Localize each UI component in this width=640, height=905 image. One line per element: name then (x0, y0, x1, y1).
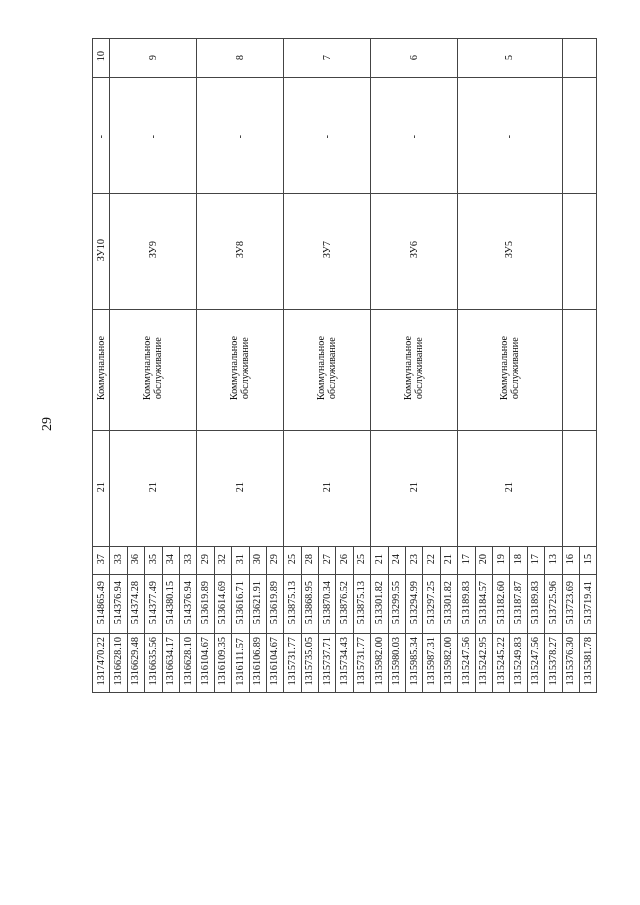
page-number: 29 (40, 417, 55, 431)
cell-y: 1315734.43 (339, 637, 351, 686)
table-cell (423, 547, 440, 575)
cell-use: Коммунальное обслуживание (403, 336, 426, 401)
table-cell (319, 547, 336, 575)
cell-y: 1315731.77 (286, 637, 298, 686)
cell-y: 1316628.10 (112, 637, 124, 686)
cell-point: 33 (182, 553, 194, 565)
cell-x: 513868.95 (304, 580, 316, 625)
table-cell (423, 575, 440, 634)
table-cell (458, 431, 562, 547)
cell-x: 514865.49 (95, 580, 107, 625)
cell-dash: - (408, 134, 420, 138)
table-cell (232, 575, 249, 634)
table-cell (145, 575, 162, 634)
cell-x: 514377.49 (147, 580, 159, 625)
cell-point: 16 (565, 553, 577, 565)
cell-parcel: ЗУ8 (234, 241, 246, 259)
table-band-x (93, 575, 597, 634)
table-cell (93, 78, 110, 194)
cell-point: 27 (321, 553, 333, 565)
table-cell (110, 575, 127, 634)
cell-dash: - (147, 134, 159, 138)
cell-y: 1316109.35 (217, 637, 229, 686)
table-cell (179, 547, 196, 575)
cell-x: 513621.91 (252, 580, 264, 625)
table-cell (510, 634, 527, 693)
cell-point: 23 (408, 553, 420, 565)
table-band-point (93, 547, 597, 575)
table-cell (458, 310, 562, 431)
cell-use: Коммунальное обслуживание (498, 336, 521, 401)
cell-parcel: ЗУ9 (147, 241, 159, 259)
table-cell (579, 575, 596, 634)
table-cell (458, 547, 475, 575)
table-cell (93, 431, 110, 547)
cell-point: 29 (269, 553, 281, 565)
table-cell (510, 575, 527, 634)
cell-point: 34 (165, 553, 177, 565)
cell-x: 513187.87 (512, 580, 524, 625)
table-cell (545, 547, 562, 575)
cell-x: 514376.94 (112, 580, 124, 625)
table-cell (127, 634, 144, 693)
table-cell (458, 575, 475, 634)
table-cell (492, 634, 509, 693)
cell-parcel: ЗУ6 (408, 241, 420, 259)
cell-dash: - (321, 134, 333, 138)
cell-y: 1316104.67 (269, 637, 281, 686)
cell-point: 32 (217, 553, 229, 565)
cell-point: 37 (95, 553, 107, 565)
cell-point: 25 (356, 553, 368, 565)
table-cell (371, 575, 388, 634)
cell-point: 29 (199, 553, 211, 565)
table-cell (527, 547, 544, 575)
table-cell-empty (562, 194, 597, 310)
cell-code: 21 (147, 481, 159, 493)
table-cell (336, 547, 353, 575)
cell-y: 1317470.22 (95, 637, 107, 686)
cell-y: 1315245.22 (495, 637, 507, 686)
table-cell (475, 634, 492, 693)
cell-point: 22 (426, 553, 437, 565)
table-cell (579, 547, 596, 575)
cell-x: 513876.52 (339, 580, 351, 625)
table-cell (301, 575, 318, 634)
cell-point: 25 (286, 553, 298, 565)
table-cell (579, 634, 596, 693)
cell-y: 1315735.05 (304, 637, 316, 686)
table-cell (249, 575, 266, 634)
cell-x: 513301.82 (443, 580, 455, 625)
cell-x: 513297.25 (426, 580, 437, 625)
table-cell (249, 634, 266, 693)
cell-y: 1315982.00 (373, 637, 385, 686)
table-cell (110, 431, 197, 547)
cell-y: 1315247.56 (460, 637, 472, 686)
table-cell (284, 194, 371, 310)
cell-point: 17 (460, 553, 472, 565)
table-cell (145, 547, 162, 575)
cell-y: 1316629.48 (130, 637, 142, 686)
cell-point: 33 (112, 553, 124, 565)
table-band-code (93, 431, 597, 547)
table-cell (197, 78, 284, 194)
table-cell (545, 575, 562, 634)
table-cell (145, 634, 162, 693)
cell-use: Коммунальное обслуживание (142, 336, 165, 401)
cell-x: 513189.83 (460, 580, 472, 625)
table-band-use (93, 310, 597, 431)
cell-y: 1315731.77 (356, 637, 368, 686)
table-cell (197, 547, 214, 575)
cell-x: 513719.41 (582, 580, 594, 625)
table-cell (93, 39, 110, 78)
table-cell (232, 634, 249, 693)
cell-point: 13 (547, 553, 559, 565)
cell-x: 513182.60 (495, 580, 507, 625)
cell-y: 1315249.83 (512, 637, 524, 686)
cell-x: 513725.96 (547, 580, 559, 625)
table-cell (475, 575, 492, 634)
table-cell (458, 78, 562, 194)
cell-parcel: ЗУ7 (321, 241, 333, 259)
cell-use: Коммунальное (95, 336, 107, 401)
cell-code: 21 (234, 481, 246, 493)
table-cell (388, 634, 405, 693)
table-cell (388, 547, 405, 575)
table-cell (510, 547, 527, 575)
table-cell (110, 39, 197, 78)
cell-point: 21 (373, 553, 385, 565)
cell-point: 19 (495, 553, 507, 565)
table-cell (162, 547, 179, 575)
table-band-- (93, 78, 597, 194)
table-cell (492, 547, 509, 575)
table-cell (353, 547, 370, 575)
table-cell (93, 194, 110, 310)
cell-dash: - (234, 134, 246, 138)
cell-x: 513189.83 (530, 580, 542, 625)
cell-point: 26 (339, 553, 351, 565)
table-cell (319, 634, 336, 693)
cell-y: 1316635.56 (147, 637, 159, 686)
table-cell (301, 547, 318, 575)
cell-point: 28 (304, 553, 316, 565)
table-cell (214, 547, 231, 575)
table-cell (406, 634, 423, 693)
cell-point: 35 (147, 553, 159, 565)
cell-y: 1315987.31 (426, 637, 437, 686)
cell-use: Коммунальное обслуживание (229, 336, 252, 401)
table-cell (371, 634, 388, 693)
table-cell (353, 634, 370, 693)
cell-point: 18 (512, 553, 524, 565)
cell-num: 9 (147, 55, 159, 61)
table-cell (371, 431, 458, 547)
table-cell (440, 634, 457, 693)
cell-y: 1316111.57 (234, 637, 246, 686)
cell-dash: - (504, 134, 516, 138)
table-cell (284, 431, 371, 547)
table-cell (388, 575, 405, 634)
table-cell (266, 575, 283, 634)
table-cell (545, 634, 562, 693)
cell-x: 514380.15 (165, 580, 177, 625)
table-cell (110, 310, 197, 431)
table-cell (93, 575, 110, 634)
table-cell (162, 575, 179, 634)
cell-x: 513616.71 (234, 580, 246, 625)
cell-point: 31 (234, 553, 246, 565)
table-cell (110, 78, 197, 194)
cell-point: 20 (478, 553, 490, 565)
table-cell-empty (562, 310, 597, 431)
table-cell (197, 634, 214, 693)
cell-x: 513294.99 (408, 580, 420, 625)
table-cell (197, 575, 214, 634)
cell-x: 513875.13 (356, 580, 368, 625)
table-cell (284, 310, 371, 431)
table-cell (232, 547, 249, 575)
cell-point: 30 (252, 553, 264, 565)
cell-y: 1315381.78 (582, 637, 594, 686)
table-cell (214, 634, 231, 693)
cell-x: 513184.57 (478, 580, 490, 625)
table-cell (371, 310, 458, 431)
cell-y: 1315737.71 (321, 637, 333, 686)
table-cell (197, 39, 284, 78)
table-cell (336, 575, 353, 634)
table-band-# (93, 39, 597, 78)
cell-y: 1315376.30 (565, 637, 577, 686)
cell-num: 10 (95, 51, 107, 62)
cell-y: 1315982.00 (443, 637, 455, 686)
cell-num: 5 (504, 55, 516, 61)
table-cell (562, 547, 579, 575)
table-cell (371, 194, 458, 310)
table-cell (179, 575, 196, 634)
table-cell (527, 634, 544, 693)
table-cell (197, 310, 284, 431)
table-cell (301, 634, 318, 693)
table-cell (93, 547, 110, 575)
cell-num: 8 (234, 55, 246, 61)
cell-point: 15 (582, 553, 594, 565)
table-cell (284, 634, 301, 693)
cell-point: 21 (443, 553, 455, 565)
cell-code: 21 (504, 481, 516, 493)
cell-num: 6 (408, 55, 420, 61)
table-cell (266, 634, 283, 693)
cell-x: 513619.89 (269, 580, 281, 625)
table-cell (110, 634, 127, 693)
table-band-parcel (93, 194, 597, 310)
table-cell (458, 634, 475, 693)
table-cell (371, 547, 388, 575)
cell-y: 1315980.03 (391, 637, 403, 686)
table-cell (458, 194, 562, 310)
cell-y: 1316634.17 (165, 637, 177, 686)
table-cell-empty (562, 431, 597, 547)
table-cell (214, 575, 231, 634)
cell-point: 17 (530, 553, 542, 565)
cell-x: 513301.82 (373, 580, 385, 625)
table-cell (284, 39, 371, 78)
cell-x: 513723.69 (565, 580, 577, 625)
cell-dash: - (95, 134, 107, 138)
cell-y: 1315985.34 (408, 637, 420, 686)
cell-num: 7 (321, 55, 333, 61)
cell-x: 513875.13 (286, 580, 298, 625)
table-cell (284, 547, 301, 575)
table-cell (423, 634, 440, 693)
table-cell (406, 547, 423, 575)
cell-y: 1316106.89 (252, 637, 264, 686)
table-cell (492, 575, 509, 634)
table-band-y (93, 634, 597, 693)
table-cell (179, 634, 196, 693)
table-cell-empty (562, 78, 597, 194)
table-cell (336, 634, 353, 693)
table-cell-empty (562, 39, 597, 78)
cell-parcel: ЗУ5 (504, 241, 516, 259)
table-cell (197, 431, 284, 547)
table-cell (353, 575, 370, 634)
cell-y: 1316628.10 (182, 637, 194, 686)
table-cell (562, 634, 579, 693)
cell-y: 1315378.27 (547, 637, 559, 686)
table-cell (266, 547, 283, 575)
table-cell (527, 575, 544, 634)
table-cell (458, 39, 562, 78)
table-cell (440, 575, 457, 634)
cell-y: 1315242.95 (478, 637, 490, 686)
table-cell (93, 634, 110, 693)
cell-x: 513619.89 (199, 580, 211, 625)
table-cell (110, 547, 127, 575)
land-parcels-table (92, 38, 597, 693)
table-cell (127, 575, 144, 634)
table-cell (110, 194, 197, 310)
cell-x: 513614.69 (217, 580, 229, 625)
cell-x: 514374.28 (130, 580, 142, 625)
cell-code: 21 (408, 481, 420, 493)
table-cell (562, 575, 579, 634)
cell-x: 513299.55 (391, 580, 403, 625)
cell-x: 514376.94 (182, 580, 194, 625)
table-cell (127, 547, 144, 575)
cell-x: 513870.34 (321, 580, 333, 625)
table-cell (406, 575, 423, 634)
table-cell (440, 547, 457, 575)
table-cell (284, 575, 301, 634)
table-cell (93, 310, 110, 431)
cell-point: 36 (130, 553, 142, 565)
cell-code: 21 (321, 481, 333, 493)
cell-y: 1315247.56 (530, 637, 542, 686)
cell-code: 21 (95, 481, 107, 493)
cell-use: Коммунальное обслуживание (316, 336, 339, 401)
table-cell (371, 78, 458, 194)
table-cell (284, 78, 371, 194)
table-cell (371, 39, 458, 78)
table-cell (162, 634, 179, 693)
table-cell (249, 547, 266, 575)
table-cell (319, 575, 336, 634)
table-cell (475, 547, 492, 575)
table-cell (197, 194, 284, 310)
cell-parcel: ЗУ10 (95, 238, 107, 262)
cell-point: 24 (391, 553, 403, 565)
cell-y: 1316104.67 (199, 637, 211, 686)
